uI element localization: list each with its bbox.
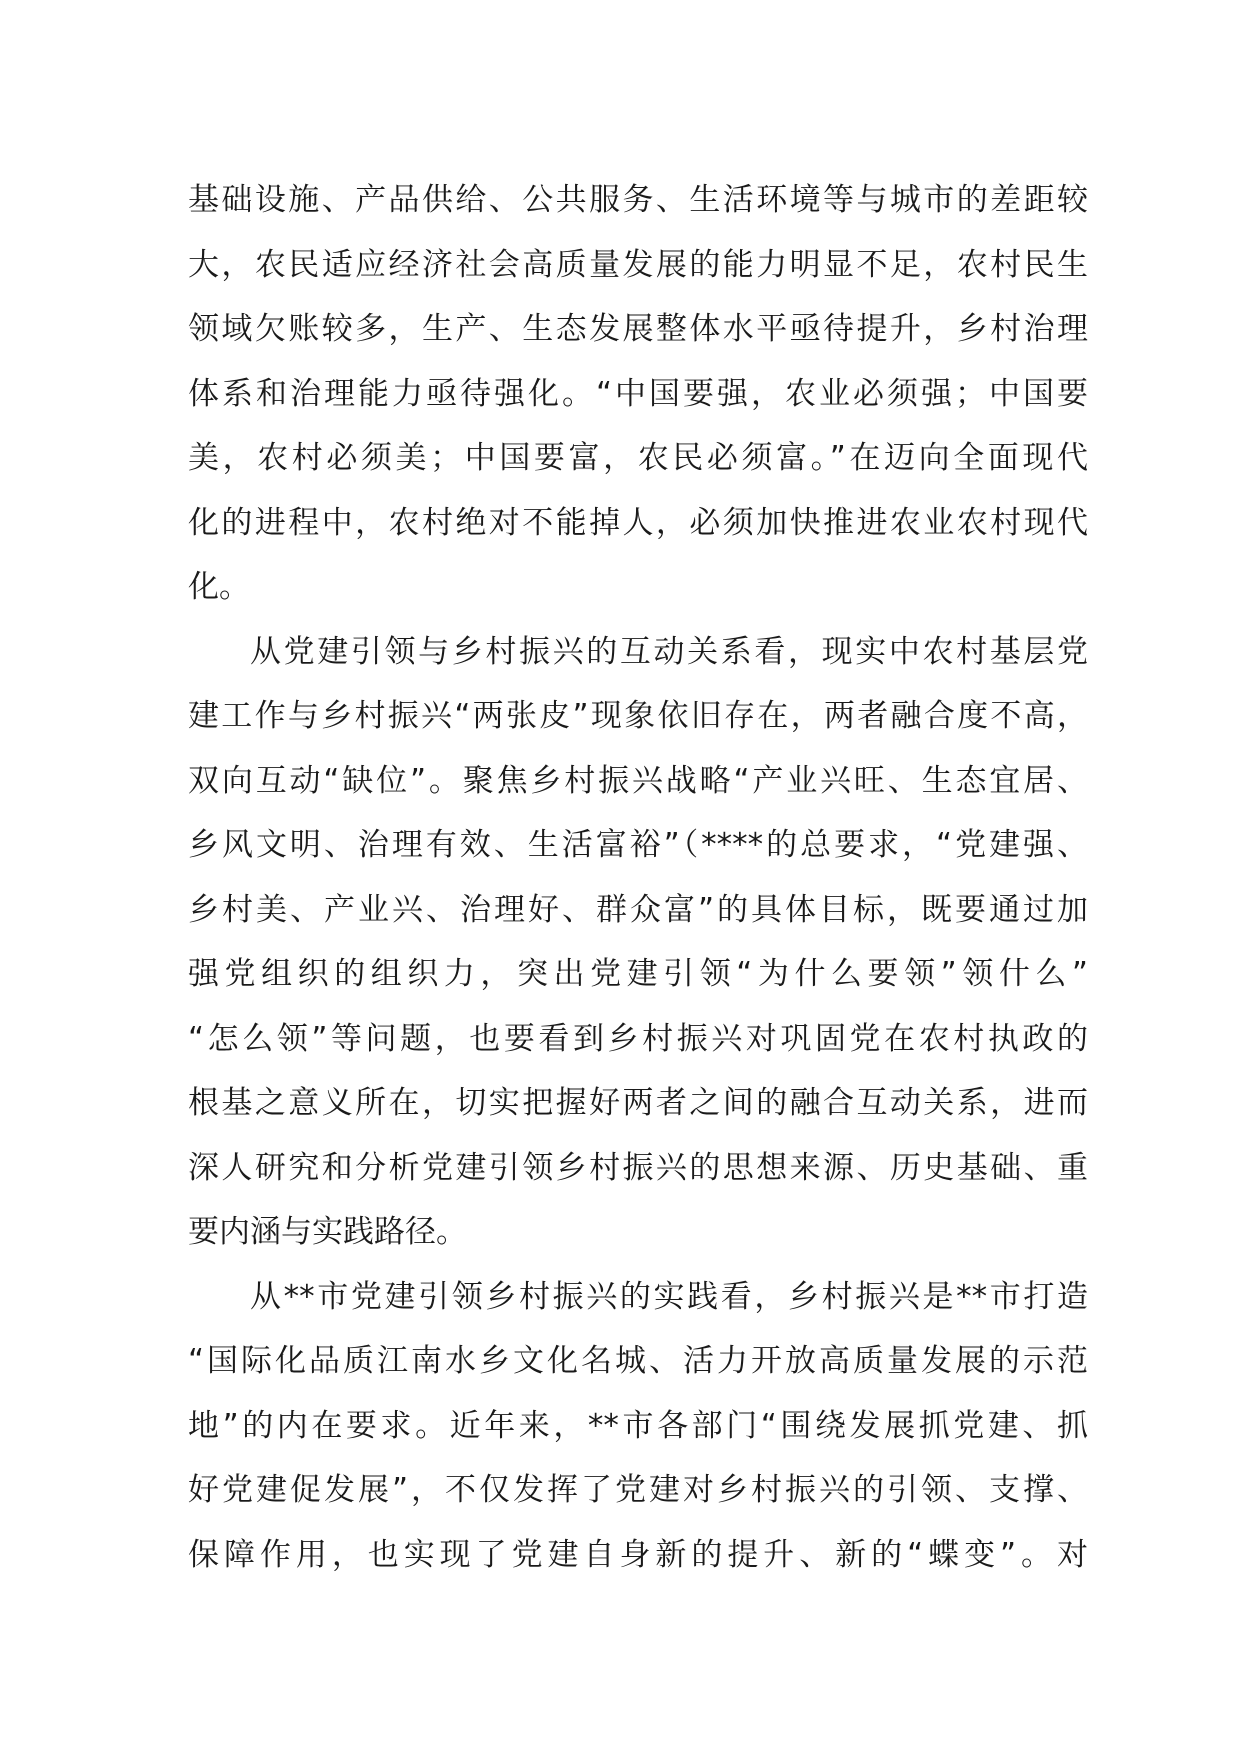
- text-line: 地”的内在要求。近年来，**市各部门“围绕发展抓党建、抓: [188, 1407, 1088, 1444]
- text-line: 从党建引领与乡村振兴的互动关系看，现实中农村基层党: [250, 633, 1088, 670]
- text-line: 要内涵与实践路径。: [188, 1214, 467, 1250]
- text-line: 体系和治理能力亟待强化。“中国要强，农业必须强；中国要: [188, 375, 1088, 412]
- text-line: 从**市党建引领乡村振兴的实践看，乡村振兴是**市打造: [250, 1278, 1088, 1315]
- paragraph-3: [188, 1265, 1088, 1588]
- text-line: 根基之意义所在，切实把握好两者之间的融合互动关系，进而: [188, 1085, 1088, 1121]
- paragraph-1: [188, 168, 1088, 620]
- text-line: 美，农村必须美；中国要富，农民必须富。”在迈向全面现代: [188, 440, 1088, 476]
- body-text: [188, 168, 1088, 1587]
- text-line: 基础设施、产品供给、公共服务、生活环境等与城市的差距较: [188, 182, 1088, 218]
- text-line: 双向互动“缺位”。聚焦乡村振兴战略“产业兴旺、生态宜居、: [188, 762, 1088, 799]
- text-line: “国际化品质江南水乡文化名城、活力开放高质量发展的示范: [188, 1343, 1088, 1379]
- text-line: 好党建促发展”，不仅发挥了党建对乡村振兴的引领、支撑、: [188, 1472, 1088, 1508]
- text-line: 化的进程中，农村绝对不能掉人，必须加快推进农业农村现代: [188, 504, 1088, 541]
- text-line: 领域欠账较多，生产、生态发展整体水平亟待提升，乡村治理: [188, 311, 1088, 347]
- text-line: “怎么领”等问题，也要看到乡村振兴对巩固党在农村执政的: [188, 1020, 1088, 1057]
- paragraph-2: [188, 620, 1088, 1265]
- text-line: 建工作与乡村振兴“两张皮”现象依旧存在，两者融合度不高，: [188, 698, 1088, 734]
- text-line: 强党组织的组织力，突出党建引领“为什么要领”领什么”: [188, 956, 1088, 992]
- text-line: 乡村美、产业兴、治理好、群众富”的具体目标，既要通过加: [188, 891, 1088, 928]
- text-line: 乡风文明、治理有效、生活富裕”（****的总要求，“党建强、: [188, 827, 1088, 863]
- text-line: 保障作用，也实现了党建自身新的提升、新的“蝶变”。对: [188, 1536, 1088, 1573]
- text-line: 大，农民适应经济社会高质量发展的能力明显不足，农村民生: [188, 246, 1088, 283]
- text-line: 深人研究和分析党建引领乡村振兴的思想来源、历史基础、重: [188, 1149, 1088, 1186]
- text-line: 化。: [188, 569, 250, 605]
